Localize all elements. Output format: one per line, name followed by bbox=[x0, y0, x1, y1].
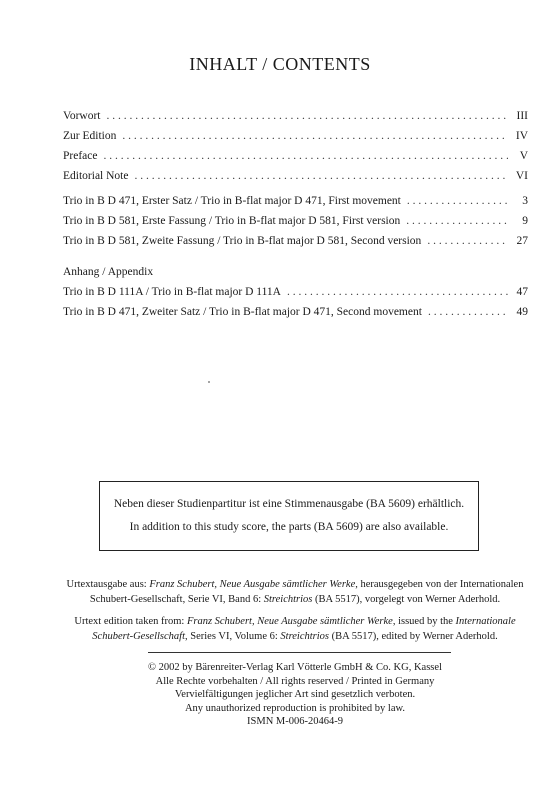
source-en-mid1: , issued by the bbox=[392, 616, 456, 627]
toc-entry-label: Trio in B D 581, Zweite Fassung / Trio in B-flat major D 581, Second version bbox=[63, 235, 422, 247]
toc-leader-dots bbox=[287, 282, 508, 302]
toc-entry-page: 47 bbox=[516, 286, 528, 298]
toc-entry-page: III bbox=[516, 110, 528, 122]
toc-works bbox=[63, 191, 528, 251]
toc-entry[interactable] bbox=[63, 146, 528, 166]
toc-entry-page: VI bbox=[515, 170, 528, 182]
source-en-volume: Streichtrios bbox=[280, 631, 330, 642]
page-title: INHALT / CONTENTS bbox=[189, 54, 371, 74]
toc-entry-label: Zur Edition bbox=[63, 130, 117, 142]
source-de-suffix: (BA 5517), vorgelegt von Werner Aderhold. bbox=[312, 594, 501, 605]
copyright-block bbox=[60, 661, 530, 729]
toc-entry-label: Preface bbox=[63, 150, 98, 162]
divider-rule bbox=[148, 652, 451, 653]
toc-leader-dots bbox=[122, 126, 508, 146]
toc-entry[interactable] bbox=[63, 106, 528, 126]
toc-entry-label: Trio in B D 111A / Trio in B-flat major D 111A bbox=[63, 286, 281, 298]
toc-entry[interactable] bbox=[63, 302, 528, 322]
copyright-line: © 2002 by Bärenreiter-Verlag Karl Vötterle GmbH & Co. KG, Kassel bbox=[148, 662, 442, 673]
appendix-heading: Anhang / Appendix bbox=[63, 266, 154, 278]
ismn-number: ISMN M-006-20464-9 bbox=[247, 716, 343, 728]
reproduction-notice-german: Vervielfältigungen jeglicher Art sind gesetzlich verboten. bbox=[174, 689, 416, 701]
source-de-work: Franz Schubert, Neue Ausgabe sämtlicher Werke bbox=[149, 579, 356, 590]
source-en-work: Franz Schubert, Neue Ausgabe sämtlicher Werke bbox=[186, 616, 393, 627]
toc-leader-dots bbox=[106, 106, 508, 126]
toc-entry[interactable] bbox=[63, 231, 528, 251]
source-en-suffix: (BA 5517), edited by Werner Aderhold. bbox=[329, 631, 498, 642]
toc-leader-dots bbox=[407, 191, 508, 211]
toc-leader-dots bbox=[406, 211, 508, 231]
toc-entry-label: Trio in B D 581, Erste Fassung / Trio in B-flat major D 581, First version bbox=[63, 215, 401, 227]
toc-entry-label: Trio in B D 471, Erster Satz / Trio in B-flat major D 471, First movement bbox=[63, 195, 401, 207]
source-en-prefix: Urtext edition taken from: bbox=[74, 616, 187, 627]
toc-entry-label: Editorial Note bbox=[63, 170, 129, 182]
toc-entry[interactable] bbox=[63, 282, 528, 302]
toc-leader-dots bbox=[427, 231, 508, 251]
toc-entry[interactable] bbox=[63, 126, 528, 146]
parts-notice-box bbox=[99, 481, 479, 551]
toc-front-matter bbox=[63, 106, 528, 186]
toc-entry-page: V bbox=[519, 150, 528, 162]
toc-leader-dots bbox=[103, 146, 508, 166]
notice-german: Neben dieser Studienpartitur ist eine Stimmenausgabe (BA 5609) erhältlich. bbox=[113, 498, 465, 510]
toc-entry-label: Vorwort bbox=[63, 110, 101, 122]
toc-entry-page: IV bbox=[515, 130, 528, 142]
toc-entry[interactable] bbox=[63, 211, 528, 231]
notice-english: In addition to this study score, the parts (BA 5609) are also available. bbox=[129, 521, 449, 533]
toc-entry-page: 27 bbox=[516, 235, 528, 247]
source-de-mid: , herausgegeben von der Internationalen Schubert-Gesellschaft, Serie VI, Band 6: bbox=[89, 579, 524, 605]
source-en-mid2: , Series VI, Volume 6: bbox=[185, 631, 281, 642]
toc-leader-dots bbox=[428, 302, 508, 322]
toc-entry-page: 9 bbox=[522, 215, 528, 227]
source-de-prefix: Urtextausgabe aus: bbox=[66, 579, 150, 590]
toc-entry-page: 3 bbox=[522, 195, 528, 207]
source-note-german bbox=[60, 577, 530, 607]
source-note-english bbox=[60, 614, 530, 644]
toc-leader-dots bbox=[134, 166, 508, 186]
toc-entry[interactable] bbox=[63, 166, 528, 186]
toc-entry-label: Trio in B D 471, Zweiter Satz / Trio in B-flat major D 471, Second movement bbox=[63, 306, 422, 318]
rights-line: Alle Rechte vorbehalten / All rights reserved / Printed in Germany bbox=[155, 675, 435, 687]
toc-appendix bbox=[63, 262, 528, 322]
toc-entry[interactable] bbox=[63, 191, 528, 211]
source-en-society: Internationale Schubert-Gesellschaft bbox=[92, 616, 516, 642]
print-speck bbox=[208, 381, 210, 383]
reproduction-notice-english: Any unauthorized reproduction is prohibited by law. bbox=[184, 702, 406, 714]
source-de-volume: Streichtrios bbox=[263, 594, 313, 605]
toc-entry-page: 49 bbox=[516, 306, 528, 318]
